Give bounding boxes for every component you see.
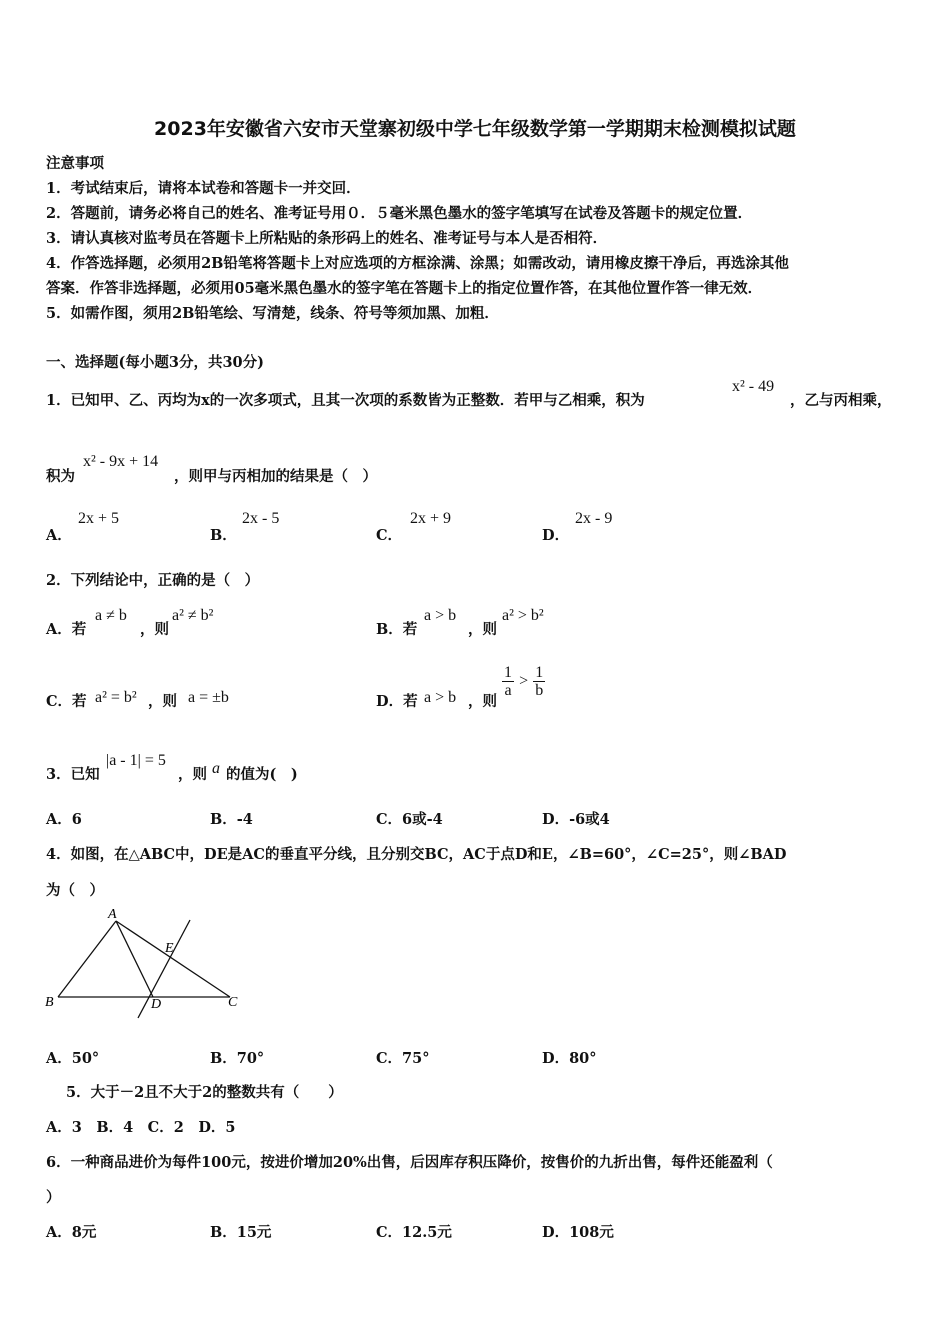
q5-options: A．3 B．4 C．2 D．5 — [46, 1119, 236, 1136]
q6-text-b: ） — [46, 1189, 61, 1206]
label-c: C — [228, 995, 238, 1010]
q1-text-c: 积为 — [46, 468, 75, 485]
q1-option-a-label: A． — [46, 527, 72, 544]
q2-option-a-label: A．若 — [46, 621, 87, 638]
note-item: 4．作答选择题，必须用2B铅笔将答题卡上对应选项的方框涂满、涂黑；如需改动，请用橡皮擦干净后，再选涂其他 — [46, 255, 789, 272]
q4-option-d: D．80° — [542, 1050, 597, 1067]
q1-option-b: 2x - 5 — [242, 510, 280, 527]
q2-option-b-res: a² > b² — [502, 607, 544, 624]
fraction-1-over-a: $\frac{1}{a}$ — [504, 664, 512, 699]
page-title: 2023年安徽省六安市天堂寨初级中学七年级数学第一学期期末检测模拟试题 — [154, 118, 796, 140]
q4-option-a: A．50° — [46, 1050, 100, 1067]
q2-option-c-label: C．若 — [46, 693, 87, 710]
q2-option-c-res: a = ±b — [188, 689, 229, 706]
q3-text-b: ，则 — [178, 766, 207, 783]
q2-option-c-cond: a² = b² — [95, 689, 137, 706]
q3-option-b: B．-4 — [210, 811, 253, 828]
q1-option-c-label: C． — [376, 527, 403, 544]
note-item: 5．如需作图，须用2B铅笔绘、写清楚，线条、符号等须加黑、加粗． — [46, 305, 499, 322]
q6-text-a: 6．一种商品进价为每件100元，按进价增加20%出售，后因库存积压降价，按售价的九折出售，每件还能盈利（ — [46, 1154, 773, 1171]
q5-text: 5．大于－2且不大于2的整数共有（ ） — [66, 1084, 343, 1101]
q1-text-a: 1．已知甲、乙、丙均为x的一次多项式，且其一次项的系数皆为正整数．若甲与乙相乘，积为 — [46, 392, 645, 409]
note-item: 答案．作答非选择题，必须用05毫米黑色墨水的签字笔在答题卡上的指定位置作答，在其他位置作答一律无效． — [46, 280, 763, 297]
label-e: E — [165, 941, 174, 956]
q1-text-b: ，乙与丙相乘， — [790, 392, 892, 409]
q3-text-a: 3．已知 — [46, 766, 100, 783]
q1-option-b-label: B． — [210, 527, 237, 544]
q1-option-a: 2x + 5 — [78, 510, 120, 527]
q4-option-c: C．75° — [376, 1050, 430, 1067]
q2-option-b-label: B．若 — [376, 621, 418, 638]
q2-option-d-label: D．若 — [376, 693, 418, 710]
segment-ad — [116, 921, 153, 997]
segment-ab — [58, 921, 116, 997]
q6-option-d: D．108元 — [542, 1224, 614, 1241]
q2-option-d-then: ，则 — [468, 693, 497, 710]
section-heading: 一、选择题(每小题3分，共30分) — [46, 354, 264, 371]
q1-option-c: 2x + 9 — [410, 510, 452, 527]
q3-option-a: A．6 — [46, 811, 82, 828]
perpendicular-bisector-de — [138, 920, 190, 1018]
q4-option-b: B．70° — [210, 1050, 265, 1067]
q4-text-b: 为（ ） — [46, 882, 104, 899]
q2-option-c-then: ，则 — [148, 693, 177, 710]
note-item: 3．请认真核对监考员在答题卡上所粘贴的条形码上的姓名、准考证号与本人是否相符． — [46, 230, 608, 247]
q2-option-a-res: a² ≠ b² — [172, 607, 214, 624]
label-a: A — [108, 907, 117, 922]
q2-text: 2．下列结论中，正确的是（ ） — [46, 572, 260, 589]
q6-option-a: A．8元 — [46, 1224, 97, 1241]
note-item: 2．答题前，请务必将自己的姓名、准考证号用０．５毫米黑色墨水的签字笔填写在试卷及答题卡的规定位置． — [46, 205, 753, 222]
q1-text-d: ，则甲与丙相加的结果是（ ） — [174, 468, 377, 485]
q3-var: a — [212, 760, 220, 777]
q2-option-d-cond: a > b — [424, 689, 457, 706]
q1-expr2: x² - 9x + 14 — [83, 453, 159, 470]
q4-text-a: 4．如图，在△ABC中，DE是AC的垂直平分线，且分别交BC，AC于点D和E，∠B=60°，∠C=25°，则∠BAD — [46, 846, 787, 863]
q2-option-b-cond: a > b — [424, 607, 457, 624]
q1-option-d-label: D． — [542, 527, 570, 544]
q6-option-c: C．12.5元 — [376, 1224, 452, 1241]
q3-option-c: C．6或-4 — [376, 811, 443, 828]
label-b: B — [45, 995, 54, 1010]
q2-option-b-then: ，则 — [468, 621, 497, 638]
q2-option-a-cond: a ≠ b — [95, 607, 127, 624]
q1-text — [46, 389, 645, 410]
notes-heading: 注意事项 — [46, 155, 104, 172]
q3-text-c: 的值为( ) — [226, 766, 298, 783]
q1-option-d: 2x - 9 — [575, 510, 613, 527]
q3-expr: |a - 1| = 5 — [106, 752, 166, 769]
q3-option-d: D．-6或4 — [542, 811, 610, 828]
q2-option-d-res: $\frac{1}{a}$ > $\frac{1}{b}$ — [504, 664, 544, 699]
q1-expr1: x² - 49 — [732, 378, 775, 395]
note-item: 1．考试结束后，请将本试卷和答题卡一并交回． — [46, 180, 361, 197]
triangle-figure — [40, 902, 250, 1026]
label-d: D — [151, 997, 162, 1012]
q6-option-b: B．15元 — [210, 1224, 272, 1241]
fraction-1-over-b: $\frac{1}{b}$ — [535, 664, 544, 699]
q2-option-a-then: ，则 — [140, 621, 169, 638]
segment-ac — [116, 921, 230, 997]
